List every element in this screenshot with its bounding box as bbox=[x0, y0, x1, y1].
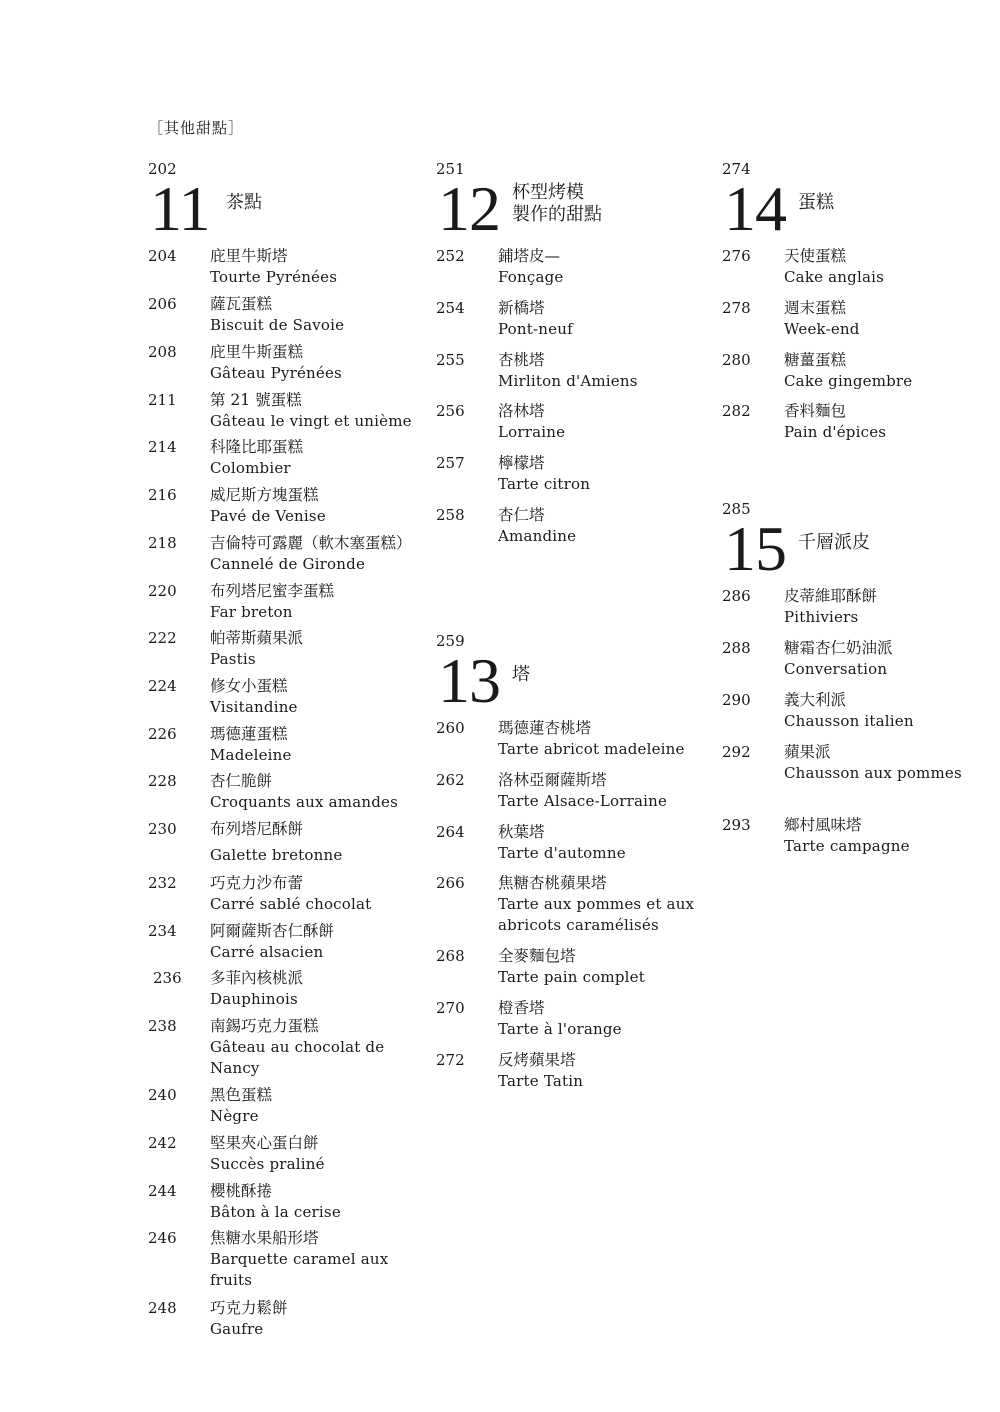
entry-page-number: 240 bbox=[148, 1086, 177, 1104]
entry-page-number: 286 bbox=[722, 587, 751, 605]
chapter-block bbox=[148, 160, 418, 244]
entry-french-title: Lorraine bbox=[498, 423, 566, 441]
entry-page-number: 230 bbox=[148, 820, 177, 838]
entry-page-number: 248 bbox=[148, 1299, 177, 1317]
entry-chinese-title: 橙香塔 bbox=[498, 999, 545, 1017]
entry-text bbox=[210, 294, 420, 336]
entry-text bbox=[498, 505, 708, 547]
entry-chinese-title: 杏桃塔 bbox=[498, 351, 545, 369]
entry-page-number: 222 bbox=[148, 629, 177, 647]
entry-french-title: Madeleine bbox=[210, 746, 292, 764]
entry-page-number: 257 bbox=[436, 454, 465, 472]
entry-text bbox=[210, 1298, 420, 1340]
entry-french-title: Far breton bbox=[210, 603, 293, 621]
entry-french-title: Pont-neuf bbox=[498, 320, 573, 338]
entry-french-title: Tarte Alsace-Lorraine bbox=[498, 792, 668, 810]
entry-page-number: 258 bbox=[436, 506, 465, 524]
entry-text bbox=[210, 533, 420, 575]
entry-french-title: Barquette caramel aux fruits bbox=[210, 1250, 389, 1289]
entry-chinese-title: 洛林塔 bbox=[498, 402, 545, 420]
entry-page-number: 214 bbox=[148, 438, 177, 456]
entry-text bbox=[498, 246, 708, 288]
entry-text bbox=[784, 350, 994, 392]
entry-text bbox=[210, 921, 420, 963]
chapter-title: 蛋糕 bbox=[798, 192, 834, 213]
entry-text bbox=[210, 676, 420, 718]
entry-text bbox=[784, 638, 994, 680]
entry-text bbox=[498, 946, 708, 988]
entry-text bbox=[784, 401, 994, 443]
entry-chinese-title: 週末蛋糕 bbox=[784, 299, 847, 317]
chapter-number: 12 bbox=[438, 173, 500, 244]
entry-chinese-title: 全麥麵包塔 bbox=[498, 947, 576, 965]
chapter-heading bbox=[722, 513, 992, 584]
entry-text bbox=[210, 342, 420, 384]
entry-chinese-title: 焦糖水果船形塔 bbox=[210, 1229, 319, 1247]
entry-french-title: Tarte Tatin bbox=[498, 1072, 584, 1090]
entry-page-number: 234 bbox=[148, 922, 177, 940]
entry-chinese-title: 巧克力鬆餅 bbox=[210, 1299, 288, 1317]
entry-page-number: 216 bbox=[148, 486, 177, 504]
entry-french-title: Cake gingembre bbox=[784, 372, 913, 390]
entry-chinese-title: 庇里牛斯蛋糕 bbox=[210, 343, 304, 361]
entry-page-number: 238 bbox=[148, 1017, 177, 1035]
entry-french-title: Amandine bbox=[498, 527, 577, 545]
entry-page-number: 211 bbox=[148, 391, 177, 409]
entry-french-title: Gâteau au chocolat de Nancy bbox=[210, 1038, 385, 1077]
entry-page-number: 270 bbox=[436, 999, 465, 1017]
entry-french-title: Pavé de Venise bbox=[210, 507, 326, 525]
entry-french-title: Gaufre bbox=[210, 1320, 264, 1338]
entry-chinese-title: 威尼斯方塊蛋糕 bbox=[210, 486, 319, 504]
entry-french-title: Pain d'épices bbox=[784, 423, 887, 441]
chapter-number: 13 bbox=[438, 645, 500, 716]
entry-french-title: Chausson italien bbox=[784, 712, 914, 730]
entry-text bbox=[498, 401, 708, 443]
chapter-block bbox=[436, 632, 706, 716]
entry-french-title: Cake anglais bbox=[784, 268, 884, 286]
entry-chinese-title: 南錫巧克力蛋糕 bbox=[210, 1017, 319, 1035]
entry-page-number: 255 bbox=[436, 351, 465, 369]
entry-french-title: Biscuit de Savoie bbox=[210, 316, 345, 334]
entry-chinese-title: 秋葉塔 bbox=[498, 823, 545, 841]
entry-chinese-title: 布列塔尼酥餅 bbox=[210, 820, 304, 838]
chapter-title: 塔 bbox=[512, 664, 530, 685]
chapter-page-number: 274 bbox=[722, 160, 751, 178]
entry-french-title: Cannelé de Gironde bbox=[210, 555, 366, 573]
chapter-title: 千層派皮 bbox=[798, 532, 870, 553]
entry-text bbox=[498, 350, 708, 392]
entry-page-number: 293 bbox=[722, 816, 751, 834]
entry-text bbox=[784, 246, 994, 288]
entry-page-number: 206 bbox=[148, 295, 177, 313]
entry-chinese-title: 瑪德蓮蛋糕 bbox=[210, 725, 288, 743]
entry-chinese-title: 修女小蛋糕 bbox=[210, 677, 288, 695]
entry-chinese-title: 蘋果派 bbox=[784, 743, 831, 761]
entry-chinese-title: 焦糖杏桃蘋果塔 bbox=[498, 874, 607, 892]
entry-text bbox=[498, 822, 708, 864]
entry-page-number: 224 bbox=[148, 677, 177, 695]
chapter-title: 杯型烤模 製作的甜點 bbox=[512, 182, 602, 225]
entry-chinese-title: 吉倫特可露麗（軟木塞蛋糕） bbox=[210, 534, 412, 552]
entry-french-title: Fonçage bbox=[498, 268, 564, 286]
entry-text bbox=[210, 1228, 420, 1291]
chapter-number: 15 bbox=[724, 513, 786, 584]
entry-page-number: 266 bbox=[436, 874, 465, 892]
entry-french-title: Carré sablé chocolat bbox=[210, 895, 372, 913]
entry-chinese-title: 堅果夾心蛋白餅 bbox=[210, 1134, 319, 1152]
entry-french-title: Tarte pain complet bbox=[498, 968, 645, 986]
chapter-heading bbox=[148, 173, 418, 244]
entry-text bbox=[784, 298, 994, 340]
entry-page-number: 280 bbox=[722, 351, 751, 369]
entry-chinese-title: 黑色蛋糕 bbox=[210, 1086, 273, 1104]
entry-page-number: 208 bbox=[148, 343, 177, 361]
entry-chinese-title: 杏仁塔 bbox=[498, 506, 545, 524]
entry-text bbox=[210, 1133, 420, 1175]
chapter-block bbox=[722, 500, 992, 584]
entry-text bbox=[498, 770, 708, 812]
entry-french-title: Tarte citron bbox=[498, 475, 591, 493]
entry-text bbox=[784, 815, 994, 857]
chapter-heading bbox=[722, 173, 992, 244]
entry-french-title: Croquants aux amandes bbox=[210, 793, 399, 811]
entry-chinese-title: 鄉村風味塔 bbox=[784, 816, 862, 834]
entry-french-title: Tarte à l'orange bbox=[498, 1020, 622, 1038]
entry-page-number: 236 bbox=[153, 969, 182, 987]
entry-french-title: Pithiviers bbox=[784, 608, 859, 626]
entry-page-number: 260 bbox=[436, 719, 465, 737]
chapter-heading bbox=[436, 645, 706, 716]
entry-chinese-title: 洛林亞爾薩斯塔 bbox=[498, 771, 607, 789]
entry-text bbox=[210, 628, 420, 670]
entry-text bbox=[210, 771, 420, 813]
entry-page-number: 290 bbox=[722, 691, 751, 709]
entry-french-title: Visitandine bbox=[210, 698, 298, 716]
chapter-block bbox=[436, 160, 706, 244]
entry-text bbox=[210, 1016, 420, 1079]
entry-text bbox=[498, 998, 708, 1040]
entry-page-number: 232 bbox=[148, 874, 177, 892]
entry-french-title: Tarte campagne bbox=[784, 837, 910, 855]
entry-text bbox=[210, 968, 420, 1010]
entry-page-number: 278 bbox=[722, 299, 751, 317]
chapter-number: 11 bbox=[150, 173, 210, 244]
entry-french-title: Gâteau le vingt et unième bbox=[210, 412, 412, 430]
entry-text bbox=[210, 819, 420, 866]
entry-french-title: Succès praliné bbox=[210, 1155, 325, 1173]
entry-text bbox=[210, 390, 420, 432]
entry-page-number: 220 bbox=[148, 582, 177, 600]
chapter-page-number: 285 bbox=[722, 500, 751, 518]
entry-text bbox=[498, 873, 708, 936]
entry-french-title: Week-end bbox=[784, 320, 860, 338]
entry-chinese-title: 杏仁脆餅 bbox=[210, 772, 273, 790]
entry-text bbox=[784, 690, 994, 732]
chapter-block bbox=[722, 160, 992, 244]
entry-french-title: Dauphinois bbox=[210, 990, 298, 1008]
entry-french-title: Bâton à la cerise bbox=[210, 1203, 341, 1221]
entry-text bbox=[784, 742, 994, 784]
entry-page-number: 272 bbox=[436, 1051, 465, 1069]
entry-text bbox=[498, 453, 708, 495]
entry-text bbox=[210, 581, 420, 623]
entry-page-number: 246 bbox=[148, 1229, 177, 1247]
chapter-page-number: 202 bbox=[148, 160, 177, 178]
entry-chinese-title: 阿爾薩斯杏仁酥餅 bbox=[210, 922, 335, 940]
entry-text bbox=[210, 724, 420, 766]
chapter-page-number: 259 bbox=[436, 632, 465, 650]
chapter-title: 茶點 bbox=[226, 192, 262, 213]
entry-page-number: 242 bbox=[148, 1134, 177, 1152]
entry-text bbox=[210, 1181, 420, 1223]
entry-page-number: 228 bbox=[148, 772, 177, 790]
entry-page-number: 288 bbox=[722, 639, 751, 657]
entry-page-number: 292 bbox=[722, 743, 751, 761]
entry-chinese-title: 科隆比耶蛋糕 bbox=[210, 438, 304, 456]
entry-chinese-title: 瑪德蓮杏桃塔 bbox=[498, 719, 592, 737]
entry-french-title: Tarte d'automne bbox=[498, 844, 626, 862]
entry-text bbox=[210, 485, 420, 527]
entry-chinese-title: 多菲內核桃派 bbox=[210, 969, 304, 987]
entry-chinese-title: 天使蛋糕 bbox=[784, 247, 847, 265]
entry-french-title: Nègre bbox=[210, 1107, 259, 1125]
entry-chinese-title: 香料麵包 bbox=[784, 402, 847, 420]
entry-text bbox=[498, 718, 708, 760]
entry-chinese-title: 檸檬塔 bbox=[498, 454, 545, 472]
entry-page-number: 268 bbox=[436, 947, 465, 965]
entry-page-number: 256 bbox=[436, 402, 465, 420]
entry-chinese-title: 櫻桃酥捲 bbox=[210, 1182, 273, 1200]
entry-french-title: Carré alsacien bbox=[210, 943, 324, 961]
entry-text bbox=[498, 298, 708, 340]
entry-text bbox=[210, 246, 420, 288]
entry-french-title: Tarte aux pommes et aux abricots caramélisés bbox=[498, 895, 695, 934]
entry-chinese-title: 布列塔尼蜜李蛋糕 bbox=[210, 582, 335, 600]
entry-page-number: 254 bbox=[436, 299, 465, 317]
entry-french-title: Chausson aux pommes bbox=[784, 764, 962, 782]
entry-french-title: Gâteau Pyrénées bbox=[210, 364, 342, 382]
entry-chinese-title: 糖薑蛋糕 bbox=[784, 351, 847, 369]
chapter-heading bbox=[436, 173, 706, 244]
entry-page-number: 276 bbox=[722, 247, 751, 265]
entry-french-title: Mirliton d'Amiens bbox=[498, 372, 638, 390]
entry-page-number: 218 bbox=[148, 534, 177, 552]
entry-french-title: Tourte Pyrénées bbox=[210, 268, 338, 286]
chapter-number: 14 bbox=[724, 173, 786, 244]
entry-french-title: Colombier bbox=[210, 459, 291, 477]
section-header: ［其他甜點］ bbox=[148, 119, 245, 137]
chapter-page-number: 251 bbox=[436, 160, 465, 178]
entry-page-number: 282 bbox=[722, 402, 751, 420]
entry-page-number: 244 bbox=[148, 1182, 177, 1200]
entry-chinese-title: 反烤蘋果塔 bbox=[498, 1051, 576, 1069]
entry-text bbox=[498, 1050, 708, 1092]
entry-french-title: Pastis bbox=[210, 650, 256, 668]
entry-text bbox=[210, 437, 420, 479]
entry-chinese-title: 帕蒂斯蘋果派 bbox=[210, 629, 304, 647]
entry-chinese-title: 鋪塔皮— bbox=[498, 247, 561, 265]
entry-chinese-title: 庇里牛斯塔 bbox=[210, 247, 288, 265]
entry-french-title: Galette bretonne bbox=[210, 846, 343, 864]
entry-page-number: 204 bbox=[148, 247, 177, 265]
entry-chinese-title: 巧克力沙布蕾 bbox=[210, 874, 304, 892]
entry-text bbox=[210, 873, 420, 915]
entry-text bbox=[210, 1085, 420, 1127]
entry-chinese-title: 義大利派 bbox=[784, 691, 847, 709]
entry-page-number: 264 bbox=[436, 823, 465, 841]
entry-french-title: Tarte abricot madeleine bbox=[498, 740, 685, 758]
entry-chinese-title: 皮蒂維耶酥餅 bbox=[784, 587, 878, 605]
entry-text bbox=[784, 586, 994, 628]
entry-chinese-title: 薩瓦蛋糕 bbox=[210, 295, 273, 313]
entry-page-number: 226 bbox=[148, 725, 177, 743]
entry-chinese-title: 新橋塔 bbox=[498, 299, 545, 317]
entry-page-number: 252 bbox=[436, 247, 465, 265]
entry-chinese-title: 糖霜杏仁奶油派 bbox=[784, 639, 893, 657]
entry-chinese-title: 第 21 號蛋糕 bbox=[210, 391, 302, 409]
entry-french-title: Conversation bbox=[784, 660, 888, 678]
entry-page-number: 262 bbox=[436, 771, 465, 789]
